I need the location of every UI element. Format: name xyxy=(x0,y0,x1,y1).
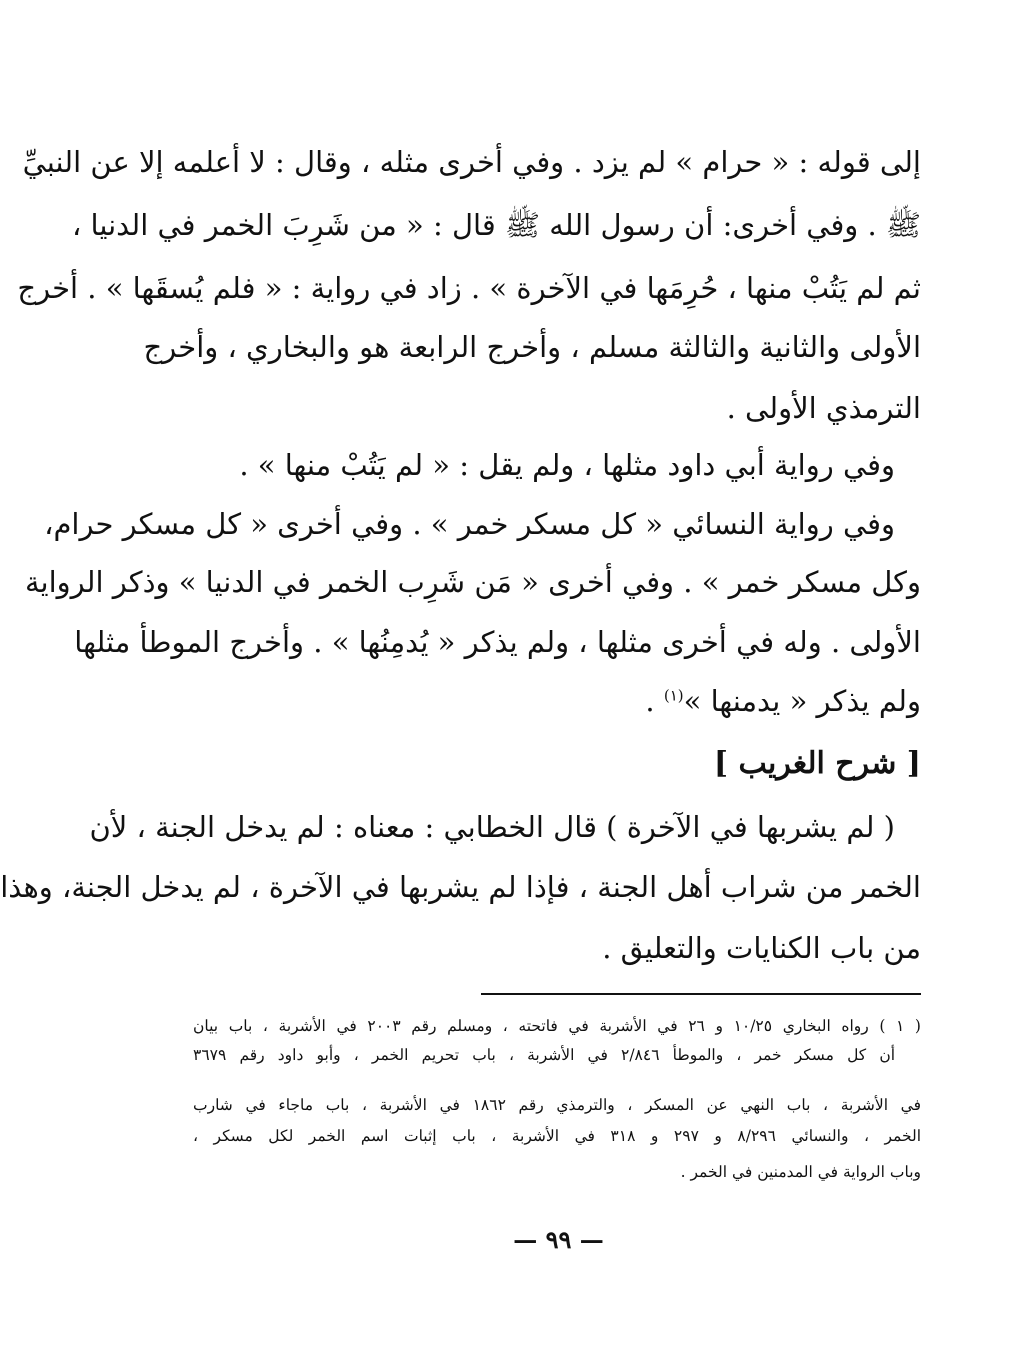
body-line-5: الترمذي الأولى . xyxy=(726,391,921,425)
page-number: — ٩٩ — xyxy=(513,1225,604,1254)
body-line-10-text: ولم يذكر « يدمنها » xyxy=(683,684,921,718)
body-line-1: إلى قوله : « حرام » لم يزد . وفي أخرى مثله ، وقال : لا أعلمه إلا عن النبيِّ xyxy=(22,145,921,179)
body-line-9: الأولى . وله في أخرى مثلها ، ولم يذكر « يُدمِنُها » . وأخرج الموطأ مثلها xyxy=(74,625,921,659)
body-line-4: الأولى والثانية والثالثة مسلم ، وأخرج الرابعة هو والبخاري ، وأخرج xyxy=(143,330,921,364)
section-heading: [ شرح الغريب ] xyxy=(713,746,921,781)
footnote-line-4: الخمر ، والنسائي ٨/٢٩٦ و ٢٩٧ و ٣١٨ في الأشربة ، باب إثبات اسم الخمر لكل مسكر ، xyxy=(193,1127,922,1145)
body-line-8: وكل مسكر خمر » . وفي أخرى « مَن شَرِب الخمر في الدنيا » وذكر الرواية xyxy=(24,565,921,599)
body-line-2: ﷺ . وفي أخرى: أن رسول الله ﷺ قال : « من شَرِبَ الخمر في الدنيا ، xyxy=(71,208,921,242)
body-line-11: ( لم يشربها في الآخرة ) قال الخطابي : معناه : لم يدخل الجنة ، لأن xyxy=(89,810,895,844)
body-line-13: من باب الكنايات والتعليق . xyxy=(602,931,921,965)
body-line-10 xyxy=(193,672,921,730)
footnote-line-2: أن كل مسكر خمر ، والموطأ ٢/٨٤٦ في الأشربة ، باب تحريم الخمر ، وأبو داود رقم ٣٦٧٩ xyxy=(193,1046,896,1064)
body-line-3: ثم لم يَتُبْ منها ، حُرِمَها في الآخرة » . زاد في رواية : « فلم يُسقَها » . أخرج xyxy=(17,271,921,305)
footnote-line-1: ( ١ ) رواه البخاري ١٠/٢٥ و ٢٦ في الأشربة في فاتحته ، ومسلم رقم ٢٠٠٣ في الأشربة ، باب بيان xyxy=(193,1017,921,1035)
body-line-7: وفي رواية النسائي « كل مسكر خمر » . وفي أخرى « كل مسكر حرام، xyxy=(44,507,895,541)
body-line-6: وفي رواية أبي داود مثلها ، ولم يقل : « لم يَتُبْ منها » . xyxy=(239,448,895,482)
footnote-reference: (١) xyxy=(663,686,684,705)
body-line-10-period: . xyxy=(645,684,664,718)
footnote-line-3: في الأشربة ، باب النهي عن المسكر ، والترمذي رقم ١٨٦٢ في الأشربة ، باب ماجاء في شارب xyxy=(193,1096,921,1114)
footnote-line-5: وباب الرواية في المدمنين في الخمر . xyxy=(680,1163,921,1181)
body-line-12: الخمر من شراب أهل الجنة ، فإذا لم يشربها في الآخرة ، لم يدخل الجنة، وهذا xyxy=(0,870,921,904)
footnote-separator xyxy=(481,993,921,995)
